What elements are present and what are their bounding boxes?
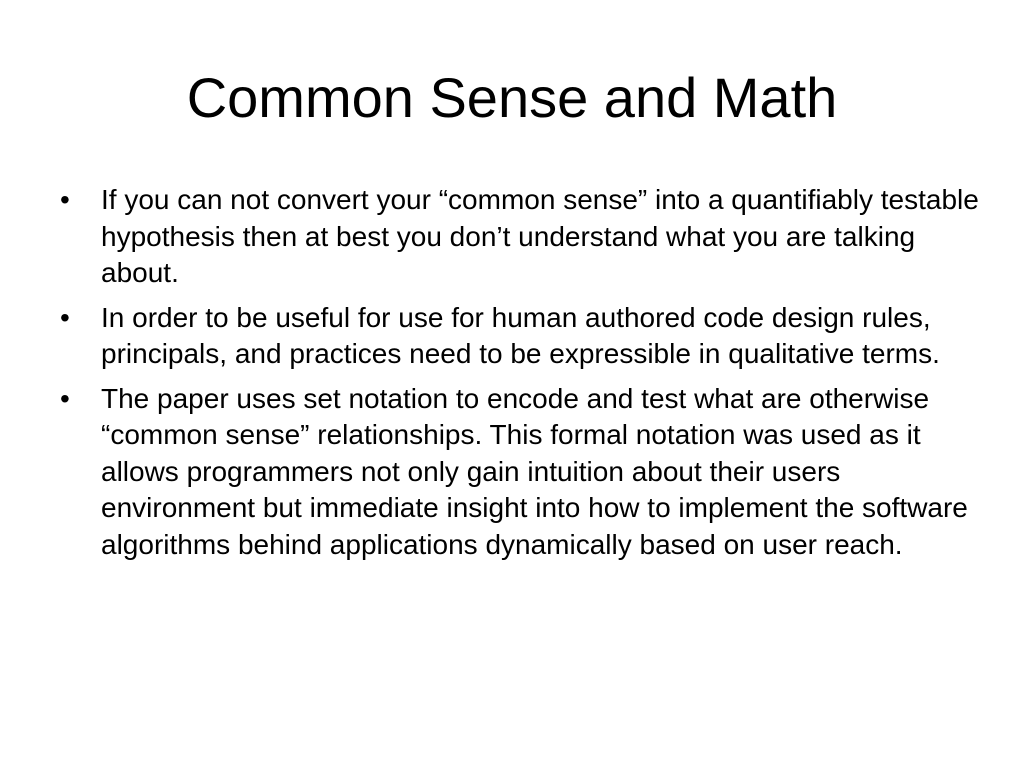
bullet-item-2: [60, 300, 980, 373]
bullet-list: [60, 182, 980, 571]
bullet-dot-icon: •: [60, 301, 70, 333]
bullet-text: In order to be useful for use for human authored code design rules, principals, and practices need to be expressible in qualitative terms.: [101, 301, 940, 369]
bullet-dot-icon: •: [60, 184, 70, 215]
bullet-text: The paper uses set notation to encode and test what are otherwise “common sense” relationships. This formal notation was used as it allows programmers not only gain intuition about their users environment but immediate insight into how to implement the software algorithms behind applications dynamically based on user reach.: [101, 382, 968, 560]
bullet-item-3: [60, 381, 980, 564]
bullet-text: If you can not convert your “common sense” into a quantifiably testable hypothesis then at best you don’t understand what you are talking about.: [101, 184, 979, 288]
bullet-item-1: [60, 182, 980, 292]
bullet-dot-icon: •: [60, 382, 70, 414]
slide-title: Common Sense and Math: [186, 66, 838, 129]
